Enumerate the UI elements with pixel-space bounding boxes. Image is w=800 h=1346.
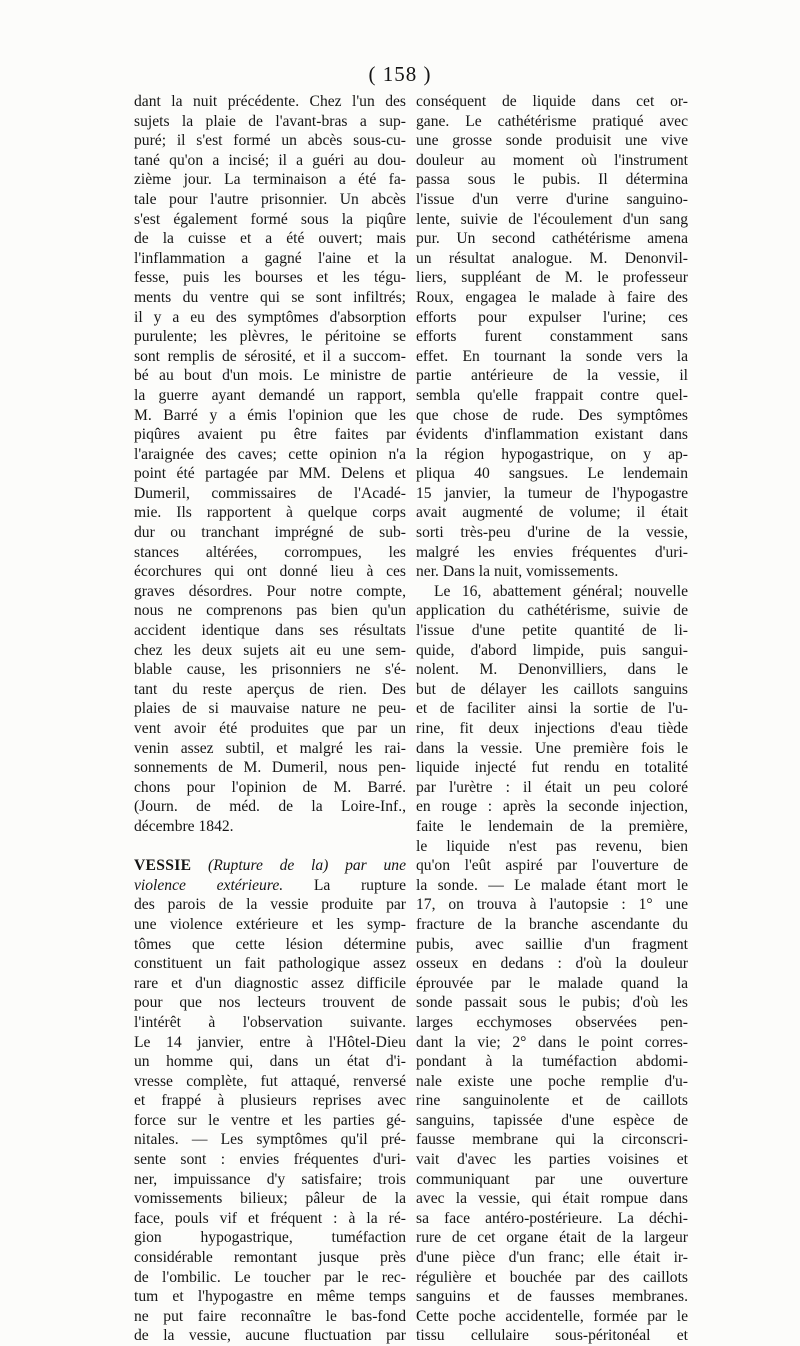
text-line: dans la vessie. Une première fois le [416,739,688,757]
text-line: violence extérieure. La rupture [134,876,406,894]
text-line: douleur au moment où l'instrument [416,151,688,169]
text-line: pur. Un second cathétérisme amena [416,230,688,248]
text-line: nolent. M. Denonvilliers, dans le [416,661,688,679]
text-line: sont remplis de sérosité, et il a succom- [134,347,406,365]
text-line: lente, suivie de l'écoulement d'un sang [416,210,688,228]
text-line: faite le lendemain de la première, [416,817,688,835]
text-line: fracture de la branche ascendante du [416,915,688,933]
text-line: osseux en dedans : d'où la douleur [416,955,688,973]
text-line: sembla qu'elle frappait contre quel- [416,386,688,404]
text-line: vomissements bilieux; pâleur de la [134,1190,406,1208]
text-line: Le 16, abattement général; nouvelle [434,582,688,600]
text-line: l'issue d'une petite quantité de li- [416,622,688,640]
text-line: de la cuisse et a été ouvert; mais [134,230,406,248]
text-line: nale existe une poche remplie d'u- [416,1072,688,1090]
text-line: purulente; les plèvres, le péritoine se [134,328,406,346]
text-line: but de délayer les caillots sanguins [416,680,688,698]
text-line: venin assez subtil, et malgré les rai- [134,739,406,757]
right-column [416,92,688,1346]
text-line: éprouvée par le malade quand la [416,974,688,992]
text-line: il y a eu des symptômes d'absorption [134,308,406,326]
text-line: face, pouls vif et fréquent : à la ré- [134,1209,406,1227]
text-line: sente sont : envies fréquentes d'uri- [134,1151,406,1169]
text-line: sanguins, tapissée d'une espèce de [416,1111,688,1129]
text-line: rine, fit deux injections d'eau tiède [416,720,688,737]
text-line: 15 janvier, la tumeur de l'hypogastre [416,484,688,502]
section-heading-line [134,856,406,876]
text-line: qu'on l'eût aspiré par l'ouverture de [416,857,688,875]
text-line: larges ecchymoses observées pen- [416,1013,688,1031]
text-line: dur ou tranchant imprégné de sub- [134,524,406,542]
text-line: le liquide n'est pas revenu, bien [416,837,688,855]
text-line: plaies de si mauvaise nature ne peu- [134,700,406,718]
text-line: et de faciliter ainsi la sortie de l'u- [416,700,688,718]
text-line: sujets la plaie de l'avant-bras a sup- [134,112,406,130]
text-line: quide, d'abord limpide, puis sangui- [416,641,688,659]
text-line: rure de cet organe était de la largeur [416,1229,688,1247]
text-line: d'une pièce d'un franc; elle était ir- [416,1249,688,1267]
text-line: une grosse sonde produisit une vive [416,132,688,150]
text-line: liquide injecté fut rendu en totalité [416,759,688,777]
text-line: vresse complète, fut attaqué, renversé [134,1072,406,1090]
text-line: sanguins et de fausses membranes. [416,1288,688,1306]
text-line: la guerre ayant demandé un rapport, [134,386,406,404]
text-line: nitales. — Les symptômes qu'il pré- [134,1131,406,1149]
text-line: l'araignée des caves; cette opinion n'a [134,445,406,463]
text-line: en rouge : après la seconde injection, [416,798,688,816]
text-line: zième jour. La terminaison a été fa- [134,171,406,189]
text-line: et frappé à plusieurs reprises avec [134,1092,406,1110]
text-line: pubis, avec saillie d'un fragment [416,935,688,953]
text-line: pondant à la tuméfaction abdomi- [416,1053,688,1071]
text-line: pliqua 40 sangsues. Le lendemain [416,465,688,483]
text-line: force sur le ventre et les parties gé- [134,1111,406,1129]
text-line: un homme qui, dans un état d'i- [134,1053,406,1071]
text-line: l'inflammation a gagné l'aine et la [134,249,406,267]
text-line: une violence extérieure et les symp- [134,915,406,933]
text-line: tané qu'on a incisé; il a guéri au dou- [134,151,406,169]
text-line: efforts pour expulser l'urine; ces [416,308,688,326]
text-line: fesse, puis les bourses et les tégu- [134,269,406,287]
text-line: bé au bout d'un mois. Le ministre de [134,367,406,385]
text-line: tômes que cette lésion détermine [134,935,406,953]
text-line: dant la nuit précédente. Chez l'un des [134,93,406,110]
text-line: des parois de la vessie produite par [134,896,406,914]
text-line: chez les deux sujets ait eu une sem- [134,641,406,659]
section-heading-subtitle: (Rupture de la) par une [191,857,406,875]
text-line: stances altérées, corrompues, les [134,543,406,561]
text-line: effet. En tournant la sonde vers la [416,347,688,365]
text-line: blable cause, les prisonniers ne s'é- [134,661,406,679]
text-line: sorti très-peu d'urine de la vessie, [416,524,688,542]
text-line: gane. Le cathétérisme pratiqué avec [416,112,688,130]
text-line: considérable remontant jusque près [134,1249,406,1267]
text-line: (Journ. de méd. de la Loire-Inf., [134,798,406,816]
text-line: partie antérieure de la vessie, il [416,367,688,385]
text-line: Roux, engagea le malade à faire des [416,288,688,306]
text-line: tum et l'hypogastre en même temps [134,1288,406,1306]
text-line: rine sanguinolente et de caillots [416,1092,688,1110]
text-line: sonnements de M. Dumeril, nous pen- [134,759,406,777]
text-line: constituent un fait pathologique assez [134,955,406,973]
text-line: malgré les envies fréquentes d'uri- [416,543,688,561]
blank-line [134,837,406,857]
text-line: gion hypogastrique, tuméfaction [134,1229,406,1247]
text-line: par l'urètre : il était un peu coloré [416,778,688,796]
text-line: vait d'avec les parties voisines et [416,1151,688,1169]
text-line: rare et d'un diagnostic assez difficile [134,974,406,992]
text-line: sa face antéro-postérieure. La déchi- [416,1209,688,1227]
text-line: tissu cellulaire sous-péritonéal et [416,1327,688,1345]
text-line: avait augmenté de volume; il était [416,504,688,522]
text-line: passa sous le pubis. Il détermina [416,171,688,189]
text-line: décembre 1842. [134,817,234,835]
text-line: tant du reste aperçus de rien. Des [134,680,406,698]
text-line: point été partagée par MM. Delens et [134,465,406,483]
text-line: un résultat analogue. M. Denonvil- [416,249,688,267]
text-line: ner. Dans la nuit, vomissements. [416,563,619,581]
text-line: efforts furent constamment sans [416,328,688,346]
text-line: nous ne comprenons pas bien qu'un [134,602,406,620]
text-line: régulière et bouchée par des caillots [416,1268,688,1286]
text-line: l'intérêt à l'observation suivante. [134,1013,406,1031]
text-line: conséquent de liquide dans cet or- [416,93,688,110]
text-line: ne put faire reconnaître le bas-fond [134,1307,406,1325]
text-line: Dumeril, commissaires de l'Acadé- [134,484,406,502]
text-line: dant la vie; 2° dans le point corres- [416,1033,688,1051]
text-line: M. Barré y a émis l'opinion que les [134,406,406,424]
text-line: fausse membrane qui la circonscri- [416,1131,688,1149]
text-line: avec la vessie, qui était rompue dans [416,1190,688,1208]
text-line: évidents d'inflammation existant dans [416,426,688,444]
text-line: sonde passait sous le pubis; d'où les [416,994,688,1012]
left-column [134,92,406,1346]
text-line: graves désordres. Pour notre compte, [134,582,406,600]
text-line: communiquant par une ouverture [416,1170,688,1188]
text-line: que chose de rude. Des symptômes [416,406,688,424]
text-line: Le 14 janvier, entre à l'Hôtel-Dieu [134,1033,406,1051]
text-line: vent avoir été produites que par un [134,720,406,737]
text-line: liers, suppléant de M. le professeur [416,269,688,287]
text-line: mie. Ils rapportent à quelque corps [134,504,406,522]
text-line: 17, on trouva à l'autopsie : 1° une [416,896,688,914]
text-line: la région hypogastrique, on y ap- [416,445,688,463]
text-line: la sonde. — Le malade étant mort le [416,876,688,894]
text-line: chons pour l'opinion de M. Barré. [134,778,406,796]
text-line: tale pour l'autre prisonnier. Un abcès [134,190,406,208]
text-line: de la vessie, aucune fluctuation par [134,1327,406,1345]
text-line: Cette poche accidentelle, formée par le [416,1307,688,1325]
text-line: accident identique dans ses résultats [134,622,406,640]
section-heading-word: VESSIE [134,857,192,875]
text-line: écorchures qui ont donné lieu à ces [134,563,406,581]
text-line: pour que nos lecteurs trouvent de [134,994,406,1012]
text-line: l'issue d'un verre d'urine sanguino- [416,190,688,208]
text-line: s'est également formé sous la piqûre [134,210,406,228]
text-line: puré; il s'est formé un abcès sous-cu- [134,132,406,150]
text-line: de l'ombilic. Le toucher par le rec- [134,1268,406,1286]
text-line: application du cathétérisme, suivie de [416,602,688,620]
text-line: ments du ventre qui se sont infiltrés; [134,288,406,306]
text-line: ner, impuissance d'y satisfaire; trois [134,1170,406,1188]
text-line: piqûres avaient pu être faites par [134,426,406,444]
page-number: ( 158 ) [368,62,432,86]
